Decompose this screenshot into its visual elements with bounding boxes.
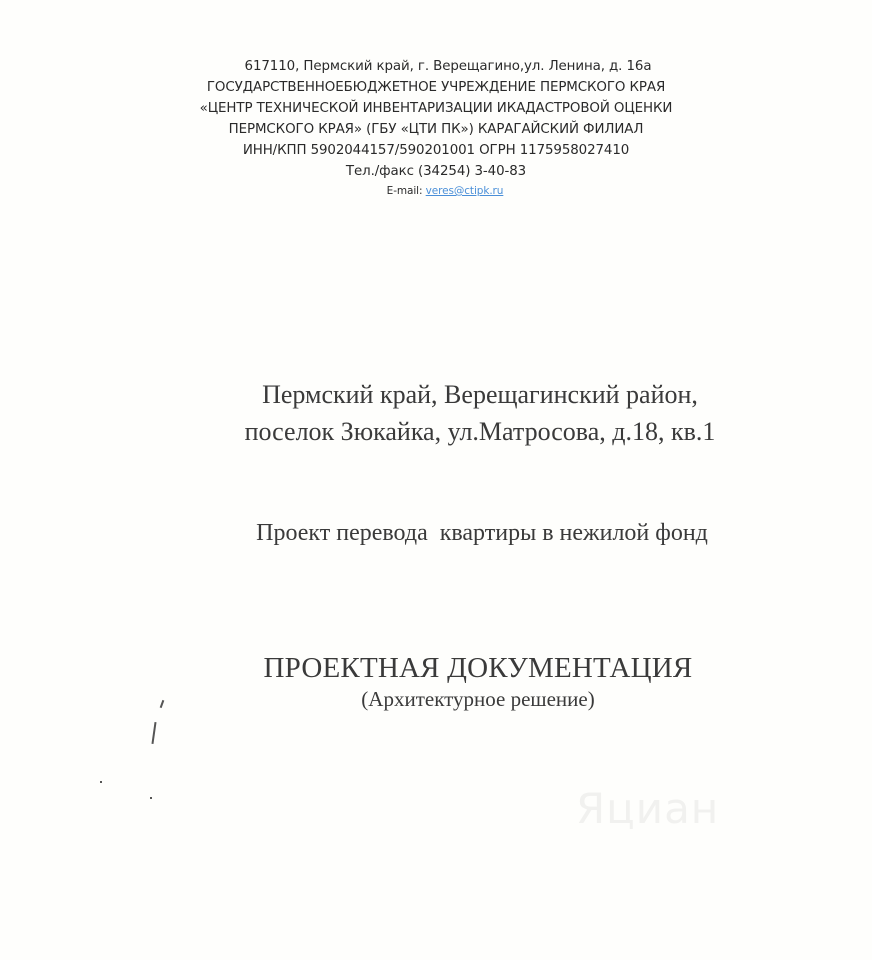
org-phone: Тел./факс (34254) 3-40-83 bbox=[345, 164, 527, 179]
object-address bbox=[0, 376, 872, 450]
scan-speck bbox=[150, 797, 152, 799]
org-name-line-3: ПЕРМСКОГО КРАЯ» (ГБУ «ЦТИ ПК») КАРАГАЙСКИЙ ФИЛИАЛ bbox=[228, 122, 644, 137]
documentation-subtitle: (Архитектурное решение) bbox=[361, 687, 595, 711]
email-link[interactable]: veres@ctipk.ru bbox=[425, 185, 504, 197]
object-address-line-1: Пермский край, Верещагинский район, bbox=[262, 380, 698, 409]
scan-speck bbox=[151, 722, 156, 744]
project-title bbox=[0, 518, 872, 548]
org-postal-address: 617110, Пермский край, г. Верещагино,ул. Ленина, д. 16а bbox=[244, 59, 652, 74]
org-name-line-1: ГОСУДАРСТВЕННОЕБЮДЖЕТНОЕ УЧРЕЖДЕНИЕ ПЕРМСКОГО КРАЯ bbox=[206, 80, 666, 95]
org-requisites: ИНН/КПП 5902044157/590201001 ОГРН 1175958027410 bbox=[242, 143, 630, 158]
project-title-text: Проект перевода квартиры в нежилой фонд bbox=[256, 520, 708, 546]
faint-watermark: Яциан bbox=[576, 784, 720, 833]
documentation-block bbox=[0, 650, 872, 712]
documentation-title: ПРОЕКТНАЯ ДОКУМЕНТАЦИЯ bbox=[263, 652, 693, 684]
org-name-line-2: «ЦЕНТР ТЕХНИЧЕСКОЙ ИНВЕНТАРИЗАЦИИ ИКАДАСТРОВОЙ ОЦЕНКИ bbox=[199, 101, 673, 116]
object-address-line-2: поселок Зюкайка, ул.Матросова, д.18, кв.1 bbox=[244, 417, 716, 446]
org-email-line bbox=[18, 183, 872, 199]
letterhead bbox=[0, 56, 872, 199]
email-label: E-mail: bbox=[386, 185, 423, 197]
scan-speck bbox=[100, 781, 102, 783]
